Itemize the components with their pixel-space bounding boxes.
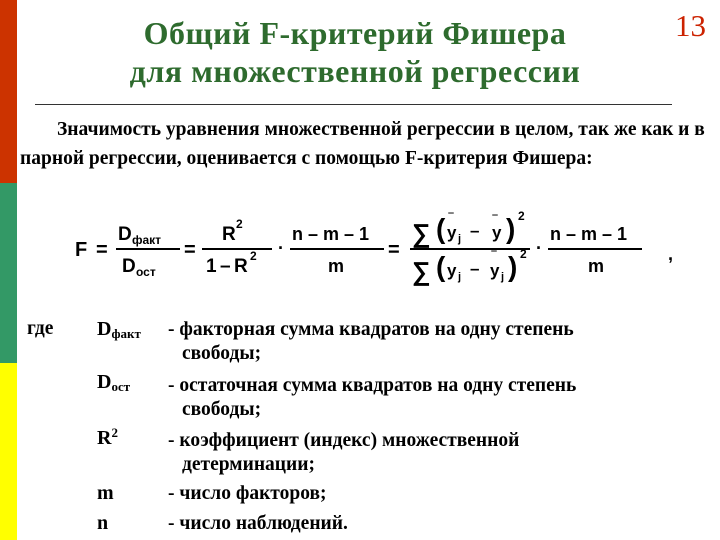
denominator-r: R — [234, 256, 248, 277]
definition-d-fakt-line1: - факторная сумма квадратов на одну степень — [168, 319, 574, 340]
definition-r-squared-line2: детерминации; — [182, 454, 316, 475]
df-numerator-2: n – m – 1 — [550, 224, 628, 244]
definition-m — [168, 482, 713, 506]
definition-d-ost-line2: свободы; — [182, 399, 262, 420]
side-bar-red — [0, 0, 17, 183]
intro-paragraph: Значимость уравнения множественной регрессии в целом, так же как и в парной регрессии, оценивается с помощью F-критерия Фишера: — [20, 119, 705, 169]
denominator-one: 1 — [206, 256, 217, 277]
df-denominator-1: m — [328, 256, 345, 276]
y-hat-sub-top: j — [458, 233, 462, 245]
df-denominator-2: m — [588, 256, 605, 276]
title-divider — [35, 104, 672, 105]
formula-F: F — [75, 239, 88, 261]
multiply-dot-2: · — [536, 238, 542, 258]
symbol-r-letter: R — [97, 427, 112, 449]
exponent-bottom: 2 — [520, 247, 527, 261]
symbol-n: n — [97, 512, 109, 534]
formula-comma: , — [668, 244, 674, 264]
definition-r-squared — [168, 429, 713, 477]
symbol-d-fakt-letter: D — [97, 318, 112, 340]
exponent-top: 2 — [518, 209, 525, 223]
minus-bottom: – — [470, 259, 480, 278]
title-line-2: для множественной регрессии — [129, 53, 581, 89]
d-fakt-symbol: D — [118, 224, 132, 245]
y-bottom: y — [447, 261, 457, 280]
y-sub-bottom: j — [458, 271, 462, 283]
y-bar-mark-top: ‾ — [493, 213, 497, 227]
definition-d-ost-line1: - остаточная сумма квадратов на одну степень — [168, 375, 577, 396]
symbol-r-squared — [97, 425, 118, 450]
y-hat-mark-bottom: ‾ — [492, 249, 496, 263]
paren-open-bottom: ( — [436, 251, 446, 282]
definition-n — [168, 512, 713, 536]
definition-r-squared-line1: - коэффициент (индекс) множественной — [168, 430, 520, 451]
symbol-d-fakt — [97, 318, 141, 342]
symbol-d-ost-letter: D — [97, 371, 112, 393]
d-fakt-subscript: факт — [132, 233, 162, 247]
y-bar-top: y — [492, 223, 502, 242]
paren-open-top: ( — [436, 213, 446, 244]
d-ost-symbol: D — [122, 256, 136, 277]
definitions-block — [0, 318, 720, 540]
y-hat-mark-top: ‾ — [449, 211, 453, 225]
definition-d-ost — [168, 374, 713, 422]
paren-close-bottom: ) — [508, 251, 518, 282]
symbol-r-sup: 2 — [111, 425, 118, 440]
d-ost-subscript: ост — [136, 265, 156, 279]
minus-top: – — [470, 221, 480, 240]
y-hat-sub-bottom: j — [501, 271, 505, 283]
symbol-m: m — [97, 482, 114, 504]
formula-eq-2: = — [184, 239, 196, 261]
r-squared-exponent: 2 — [236, 217, 243, 231]
slide-title — [60, 14, 650, 90]
sum-symbol-bottom: ∑ — [412, 256, 431, 286]
y-hat-top: y — [447, 223, 457, 242]
df-numerator-1: n – m – 1 — [292, 224, 370, 244]
definition-n-line1: - число наблюдений. — [168, 513, 348, 534]
definition-d-fakt-line2: свободы; — [182, 343, 262, 364]
r-squared-symbol: R — [222, 224, 236, 245]
slide-number: 13 — [675, 8, 706, 43]
formula-eq-1: = — [96, 239, 108, 261]
symbol-d-ost — [97, 371, 130, 395]
title-line-1: Общий F-критерий Фишера — [143, 15, 567, 51]
symbol-d-fakt-sub: факт — [111, 326, 141, 341]
paren-close-top: ) — [506, 213, 516, 244]
denominator-minus: – — [220, 256, 231, 277]
symbol-d-ost-sub: ост — [111, 379, 131, 394]
definition-m-line1: - число факторов; — [168, 483, 327, 504]
formula-eq-3: = — [388, 239, 400, 261]
definition-d-fakt — [168, 318, 713, 366]
denominator-r-exponent: 2 — [250, 249, 257, 263]
f-criterion-formula — [60, 206, 700, 296]
where-label: где — [27, 318, 54, 339]
sum-symbol-top: ∑ — [412, 218, 431, 248]
multiply-dot-1: · — [278, 238, 284, 258]
y-hat-bottom: y — [490, 261, 500, 280]
